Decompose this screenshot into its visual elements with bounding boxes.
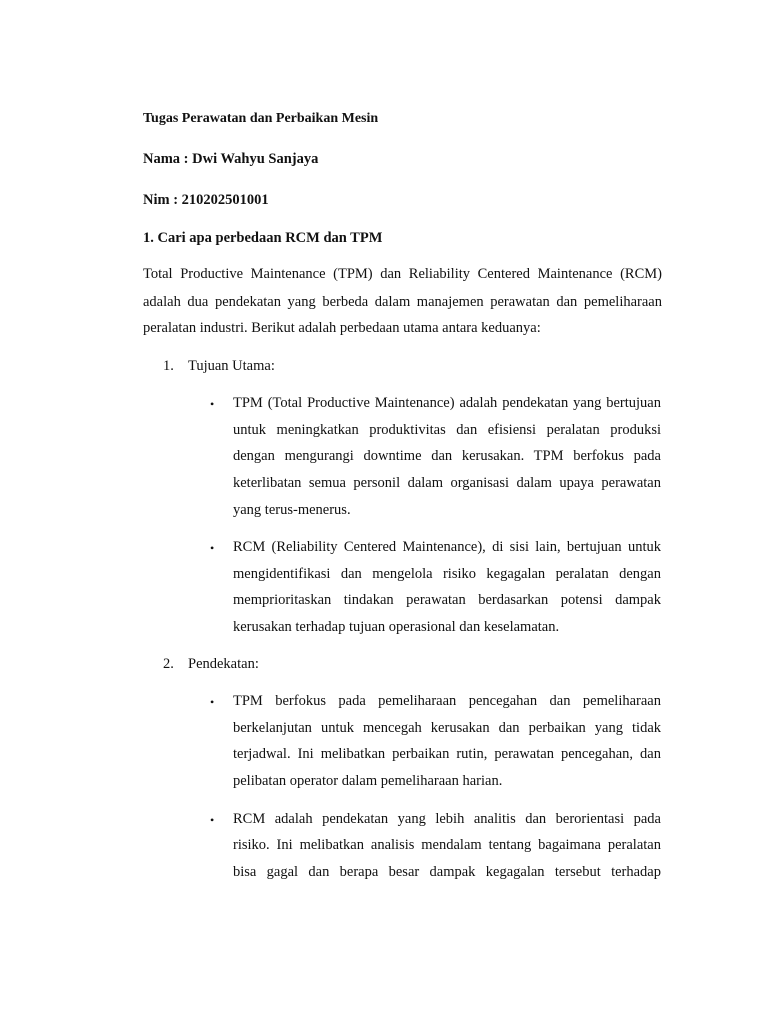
bullet-line: keterlibatan semua personil dalam organisasi dalam upaya perawatan [233, 475, 661, 491]
document-title: Tugas Perawatan dan Perbaikan Mesin [143, 111, 379, 126]
intro-line: adalah dua pendekatan yang berbeda dalam manajemen perawatan dan pemeliharaan [143, 294, 662, 310]
bullet-line: bisa gagal dan berapa besar dampak kegagalan tersebut terhadap [233, 864, 661, 880]
bullet-line: pelibatan operator dalam pemeliharaan harian. [233, 773, 503, 789]
bullet-line: RCM adalah pendekatan yang lebih analitis dan berorientasi pada [233, 811, 661, 827]
bullet-line: memprioritaskan tindakan perawatan berdasarkan potensi dampak [233, 592, 661, 608]
intro-line: Total Productive Maintenance (TPM) dan Reliability Centered Maintenance (RCM) [143, 266, 662, 282]
section-number: 1. [163, 358, 174, 374]
bullet-line: terjadwal. Ini melibatkan perbaikan rutin, perawatan pencegahan, dan [233, 746, 661, 762]
bullet-line: berkelanjutan untuk mencegah kerusakan dan perbaikan yang tidak [233, 720, 661, 736]
bullet-line: mengidentifikasi dan mengelola risiko kegagalan peralatan dengan [233, 566, 661, 582]
bullet-icon: • [210, 813, 215, 827]
section-heading: Pendekatan: [188, 656, 259, 672]
bullet-line: yang terus-menerus. [233, 502, 351, 518]
bullet-icon: • [210, 397, 215, 411]
student-name: Nama : Dwi Wahyu Sanjaya [143, 151, 319, 167]
bullet-icon: • [210, 541, 215, 555]
bullet-icon: • [210, 695, 215, 709]
bullet-line: TPM (Total Productive Maintenance) adalah pendekatan yang bertujuan [233, 395, 661, 411]
intro-line: peralatan industri. Berikut adalah perbedaan utama antara keduanya: [143, 320, 541, 336]
bullet-line: untuk meningkatkan produktivitas dan efisiensi peralatan produksi [233, 422, 661, 438]
section-heading: Tujuan Utama: [188, 358, 275, 374]
bullet-line: dengan mengurangi downtime dan kerusakan. TPM berfokus pada [233, 448, 661, 464]
section-number: 2. [163, 656, 174, 672]
bullet-line: kerusakan terhadap tujuan operasional dan keselamatan. [233, 619, 560, 635]
student-nim: Nim : 210202501001 [143, 192, 269, 208]
bullet-line: risiko. Ini melibatkan analisis mendalam tentang bagaimana peralatan [233, 837, 661, 853]
bullet-line: RCM (Reliability Centered Maintenance), di sisi lain, bertujuan untuk [233, 539, 661, 555]
bullet-line: TPM berfokus pada pemeliharaan pencegahan dan pemeliharaan [233, 693, 661, 709]
question-heading: 1. Cari apa perbedaan RCM dan TPM [143, 230, 383, 246]
